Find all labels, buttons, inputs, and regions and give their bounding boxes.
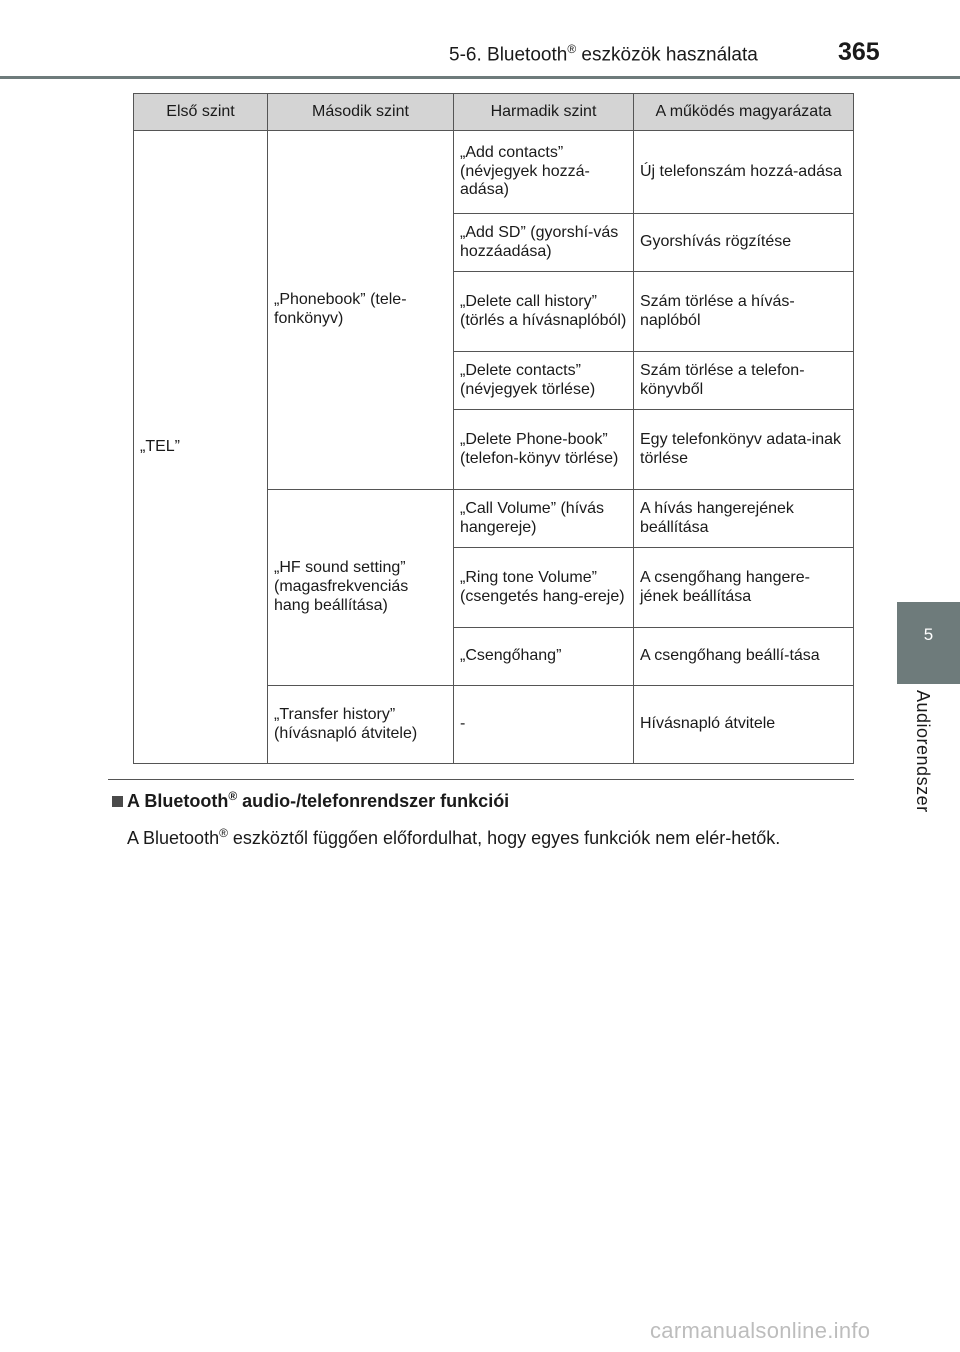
table-row [134, 131, 854, 214]
registered-mark: ® [567, 42, 577, 56]
level2-cell-hf-sound: „HF sound setting” (magasfrekvenciás hang beállítása) [268, 490, 454, 686]
section-body-suffix: eszköztől függően előfordulhat, hogy egyes funkciók nem elér-hetők. [227, 828, 781, 848]
running-header-title [449, 42, 758, 66]
square-bullet-icon [112, 796, 123, 807]
level3-cell: „Delete call history” (törlés a hívásnaplóból) [454, 272, 634, 352]
column-header: Második szint [268, 94, 454, 131]
column-header: Harmadik szint [454, 94, 634, 131]
level3-cell: „Ring tone Volume” (csengetés hang-ereje) [454, 548, 634, 628]
level3-cell: „Call Volume” (hívás hangereje) [454, 490, 634, 548]
level3-cell: „Delete Phone-book” (telefon-könyv törlése) [454, 410, 634, 490]
chapter-label: Audiorendszer [913, 690, 933, 813]
level3-cell: „Add contacts” (névjegyek hozzá-adása) [454, 131, 634, 214]
table-header-row [134, 94, 854, 131]
explanation-cell: Új telefonszám hozzá-adása [634, 131, 854, 214]
explanation-cell: Szám törlése a telefon-könyvből [634, 352, 854, 410]
chapter-tab: 5 [897, 602, 960, 684]
header-divider [0, 76, 960, 79]
explanation-cell: A hívás hangerejének beállítása [634, 490, 854, 548]
explanation-cell: Szám törlése a hívás-naplóból [634, 272, 854, 352]
level3-cell: „Add SD” (gyorshí-vás hozzáadása) [454, 214, 634, 272]
registered-mark: ® [219, 826, 228, 840]
explanation-cell: Gyorshívás rögzítése [634, 214, 854, 272]
level1-cell: „TEL” [134, 131, 268, 764]
section-body-text: A Bluetooth [127, 828, 220, 848]
section-heading [112, 789, 509, 812]
section-divider [108, 779, 854, 780]
menu-table [133, 93, 854, 764]
level3-cell: „Csengőhang” [454, 628, 634, 686]
section-heading-suffix: audio-/telefonrendszer funkciói [237, 791, 510, 811]
column-header: Első szint [134, 94, 268, 131]
column-header: A működés magyarázata [634, 94, 854, 131]
registered-mark: ® [228, 789, 238, 803]
level2-cell-transfer: „Transfer history” (hívásnapló átvitele) [268, 686, 454, 764]
explanation-cell: A csengőhang hangere-jének beállítása [634, 548, 854, 628]
level2-cell-phonebook: „Phonebook” (tele-fonkönyv) [268, 131, 454, 490]
page-number: 365 [838, 38, 880, 66]
level3-cell: „Delete contacts” (névjegyek törlése) [454, 352, 634, 410]
explanation-cell: A csengőhang beállí-tása [634, 628, 854, 686]
section-heading-text: A Bluetooth [127, 791, 229, 811]
section-body [127, 820, 854, 852]
header-title-suffix: eszközök használata [576, 44, 758, 66]
explanation-cell: Egy telefonkönyv adata-inak törlése [634, 410, 854, 490]
watermark: carmanualsonline.info [650, 1318, 871, 1343]
level3-cell: - [454, 686, 634, 764]
header-title-text: 5-6. Bluetooth [449, 44, 568, 66]
explanation-cell: Hívásnapló átvitele [634, 686, 854, 764]
